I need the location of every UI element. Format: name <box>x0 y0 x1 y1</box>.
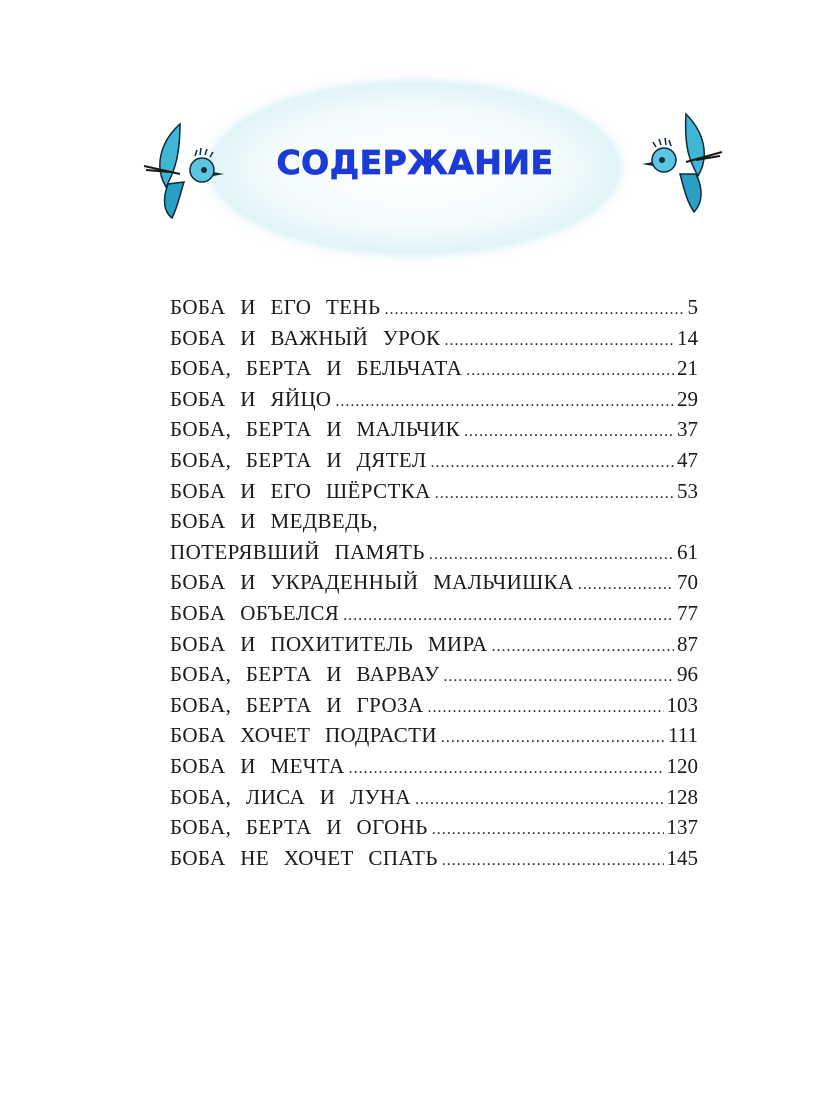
toc-leader-dots <box>578 570 674 601</box>
toc-entry-title: БОБА, БЕРТА И БЕЛЬЧАТА <box>170 356 463 381</box>
toc-entry-title: БОБА ОБЪЕЛСЯ <box>170 600 340 625</box>
toc-leader-dots <box>343 601 674 632</box>
toc-entry-page: 77 <box>677 600 698 625</box>
toc-entry-page: 53 <box>677 478 698 503</box>
toc-entry-title: ПОТЕРЯВШИЙ ПАМЯТЬ <box>170 539 425 564</box>
toc-leader-dots <box>431 448 674 479</box>
toc-entry[interactable] <box>170 812 698 843</box>
toc-entry-page: 111 <box>668 723 698 748</box>
toc-entry[interactable] <box>170 445 698 476</box>
toc-entry[interactable] <box>170 567 698 598</box>
toc-leader-dots <box>428 693 664 724</box>
toc-entry-title: БОБА НЕ ХОЧЕТ СПАТЬ <box>170 845 438 870</box>
toc-entry-page: 14 <box>677 325 698 350</box>
table-of-contents <box>170 292 698 873</box>
toc-leader-dots <box>415 785 664 816</box>
toc-entry-title: БОБА, БЕРТА И ДЯТЕЛ <box>170 447 427 472</box>
toc-entry-page: 103 <box>666 692 698 717</box>
toc-entry[interactable] <box>170 782 698 813</box>
toc-leader-dots <box>491 632 674 663</box>
toc-entry[interactable] <box>170 537 698 568</box>
toc-leader-dots <box>435 479 674 510</box>
toc-entry-title: БОБА И ЯЙЦО <box>170 386 332 411</box>
toc-entry-title: БОБА И ЕГО ТЕНЬ <box>170 295 381 319</box>
toc-leader-dots <box>444 326 674 357</box>
bird-icon-left <box>140 112 230 222</box>
toc-entry-title: БОБА И ЕГО ШЁРСТКА <box>170 478 431 503</box>
toc-entry-page: 29 <box>677 386 698 411</box>
toc-entry-title: БОБА И МЕДВЕДЬ, <box>170 509 378 534</box>
toc-entry[interactable] <box>170 629 698 660</box>
toc-entry-title: БОБА И ВАЖНЫЙ УРОК <box>170 325 441 350</box>
toc-entry[interactable] <box>170 843 698 874</box>
toc-entry-page: 145 <box>666 845 698 870</box>
toc-entry-page: 5 <box>687 295 698 319</box>
toc-leader-dots <box>442 846 664 877</box>
toc-entry[interactable] <box>170 353 698 384</box>
page-title: СОДЕРЖАНИЕ <box>276 143 554 182</box>
toc-entry-title: БОБА И УКРАДЕННЫЙ МАЛЬЧИШКА <box>170 570 574 595</box>
toc-entry[interactable] <box>170 323 698 354</box>
toc-entry-title: БОБА И ПОХИТИТЕЛЬ МИРА <box>170 631 488 656</box>
toc-leader-dots <box>441 723 665 754</box>
toc-entry-page: 37 <box>677 417 698 442</box>
toc-leader-dots <box>429 540 674 571</box>
toc-leader-dots <box>466 356 674 387</box>
toc-entry-title: БОБА, ЛИСА И ЛУНА <box>170 784 411 809</box>
toc-entry[interactable] <box>170 720 698 751</box>
toc-entry[interactable] <box>170 598 698 629</box>
toc-entry-continued[interactable] <box>170 506 698 537</box>
toc-entry-page: 120 <box>666 753 698 778</box>
toc-entry-page: 21 <box>677 356 698 381</box>
toc-entry-title: БОБА, БЕРТА И ОГОНЬ <box>170 815 428 840</box>
toc-entry-page: 61 <box>677 539 698 564</box>
toc-entry-title: БОБА, БЕРТА И МАЛЬЧИК <box>170 417 460 442</box>
toc-leader-dots <box>464 417 674 448</box>
toc-entry-page: 70 <box>677 570 698 595</box>
toc-entry[interactable] <box>170 384 698 415</box>
toc-entry[interactable] <box>170 659 698 690</box>
toc-entry[interactable] <box>170 292 698 323</box>
toc-entry-page: 47 <box>677 447 698 472</box>
toc-entry-page: 128 <box>666 784 698 809</box>
toc-leader-dots <box>335 387 674 418</box>
toc-leader-dots <box>443 662 674 693</box>
toc-entry-page: 137 <box>666 815 698 840</box>
bird-icon-right <box>636 108 726 218</box>
page-header <box>0 0 819 270</box>
toc-entry-title: БОБА, БЕРТА И ВАРВАУ <box>170 662 440 687</box>
toc-entry[interactable] <box>170 414 698 445</box>
toc-entry-page: 87 <box>677 631 698 656</box>
toc-entry[interactable] <box>170 751 698 782</box>
toc-entry[interactable] <box>170 690 698 721</box>
toc-leader-dots <box>432 815 664 846</box>
toc-entry-title: БОБА, БЕРТА И ГРОЗА <box>170 692 424 717</box>
toc-leader-dots <box>384 295 684 326</box>
toc-entry-title: БОБА ХОЧЕТ ПОДРАСТИ <box>170 723 437 748</box>
toc-leader-dots <box>349 754 664 785</box>
toc-entry[interactable] <box>170 476 698 507</box>
toc-entry-title: БОБА И МЕЧТА <box>170 753 345 778</box>
toc-entry-page: 96 <box>677 662 698 687</box>
